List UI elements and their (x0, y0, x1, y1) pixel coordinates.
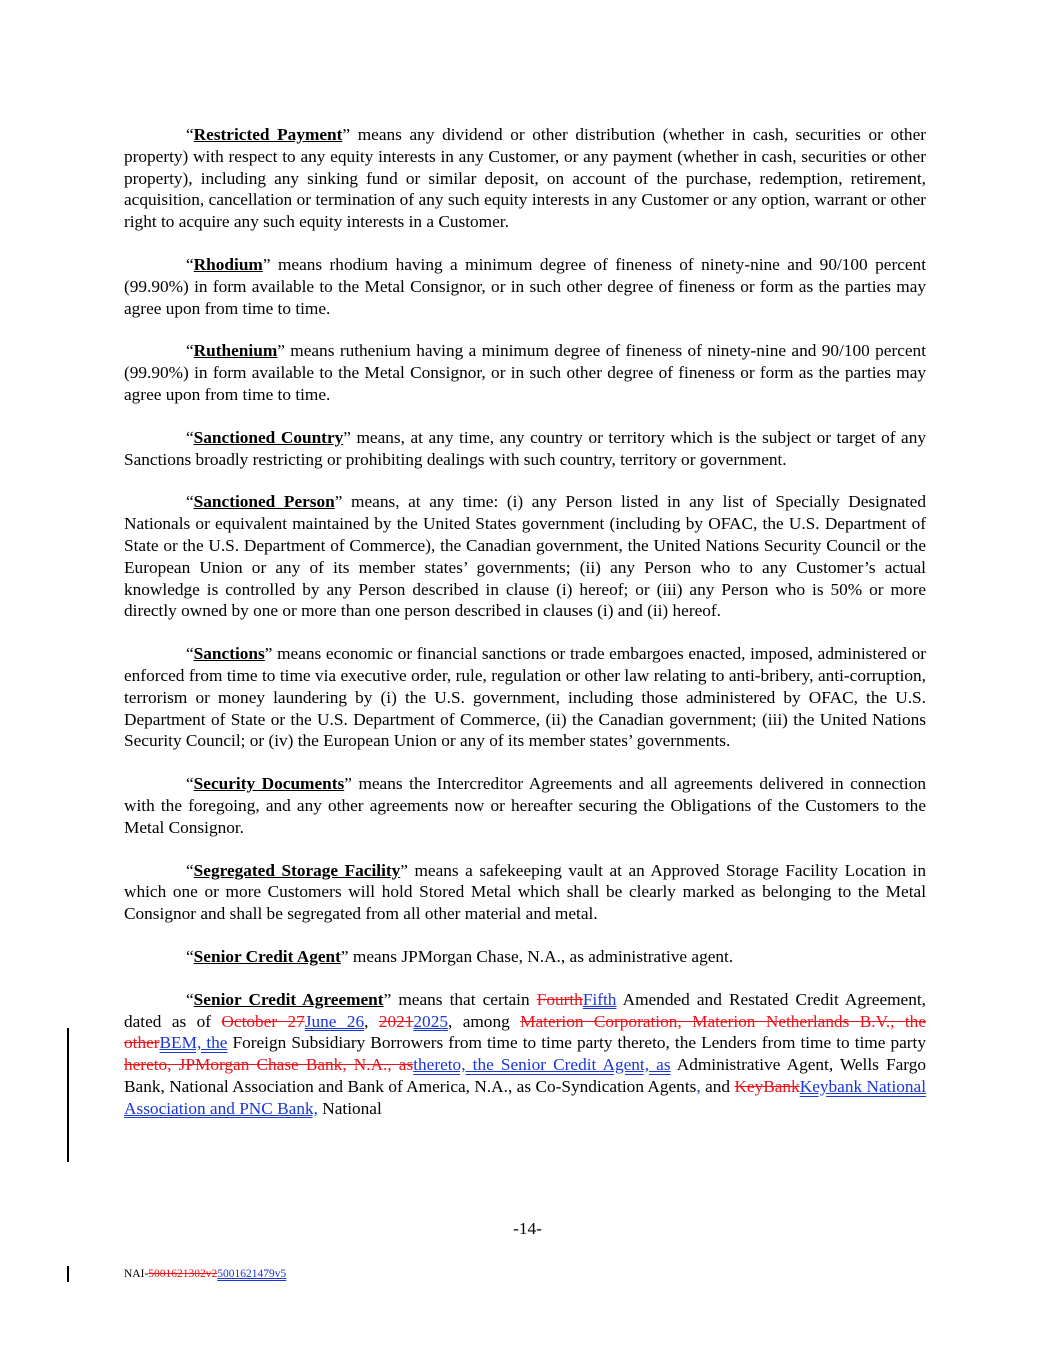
defined-term: Sanctioned Country (193, 427, 344, 447)
inserted-text: 2025 (413, 1011, 448, 1031)
document-body (124, 124, 926, 1140)
defined-term: Sanctions (193, 644, 265, 664)
text-segment: Administrative Agent, Wells Fargo Bank, National Association and Bank of America, N.A., as Co-Syndication Agents (124, 1055, 927, 1096)
deleted-text: October 27 (221, 1011, 305, 1031)
definition-senior-credit-agent: “Senior Credit Agent” means JPMorgan Chase, N.A., as administrative agent. (186, 946, 734, 966)
definition-segregated-storage-facility: “Segregated Storage Facility” means a safekeeping vault at an Approved Storage Facility Location in which one or more Customers will hold Stored Metal which shall be clearly marked as belonging to the Metal Consignor and shall be segregated from all other material and metal. (124, 860, 926, 924)
deleted-text: hereto, JPMorgan Chase Bank, N.A., as (124, 1055, 414, 1075)
defined-term: Security Documents (193, 774, 345, 794)
inserted-text: thereto, the Senior Credit Agent, as (413, 1055, 671, 1075)
definition-text: means any dividend or other distribution (whether in cash, securities or other property) with respect to any equity interests in any Customer, or any payment (whether in cash, securities or other property), including any sinking fund or similar deposit, on account of the purchase, redemption, retirement, acquisition, cancellation or termination of any such equity interests in any Customer or any option, warrant or other right to acquire any such equity interests in a Customer. (124, 125, 926, 232)
text-segment: National (317, 1098, 382, 1118)
text-segment: , (364, 1011, 379, 1031)
definition-sanctioned-country: “Sanctioned Country” means, at any time, any country or territory which is the subject or target of any Sanctions broadly restricting or prohibiting dealings with such country, territory or government. (124, 427, 926, 469)
definition-text: means a safekeeping vault at an Approved Storage Facility Location in which one or more Customers will hold Stored Metal which shall be clearly marked as belonging to the Metal Consignor and shall be segregated from all other material and metal. (124, 860, 926, 924)
definition-text: means, at any time: (i) any Person listed in any list of Specially Designated Nationals or equivalent maintained by the United States government (including by OFAC, the U.S. Department of State or the U.S. Department of Commerce), the Canadian government, the United Nations Security Council or the European Union or any of its member states’ governments; (ii) any Person who to any Customer’s actual knowledge is controlled by any Person described in clause (i) hereof; or (iii) any Person who is 50% or more directly owned by one or more than one person described in clauses (i) and (ii) hereof. (124, 492, 926, 621)
defined-term: Rhodium (193, 254, 263, 274)
text-segment: means that certain (391, 989, 537, 1009)
definition-sanctioned-person: “Sanctioned Person” means, at any time: (i) any Person listed in any list of Specially Designated Nationals or equivalent maintained by the United States government (including by OFAC, the U.S. Department of State or the U.S. Department of Commerce), the Canadian government, the United Nations Security Council or the European Union or any of its member states’ governments; (ii) any Person who to any Customer’s actual knowledge is controlled by any Person described in clause (i) hereof; or (iii) any Person who is 50% or more directly owned by one or more than one person described in clauses (i) and (ii) hereof. (124, 492, 926, 621)
definition-security-documents: “Security Documents” means the Intercreditor Agreements and all agreements delivered in connection with the foregoing, and any other agreements now or hereafter securing the Obligations of the Customers to the Metal Consignor. (124, 774, 926, 837)
defined-term: Ruthenium (193, 341, 278, 361)
definition-text: means economic or financial sanctions or trade embargoes enacted, imposed, administered or enforced from time to time via executive order, rule, regulation or other law relating to anti-bribery, anti-corruption, terrorism or money laundering by (i) the U.S. government, including those administered by OFAC, the U.S. Department of State or the U.S. Department of Commerce, (ii) the Canadian government; (iii) the United Nations Security Council; or (iv) the European Union or any of its member states’ governments. (124, 644, 926, 751)
definition-text: means the Intercreditor Agreements and all agreements delivered in connection with the foregoing, and any other agreements now or hereafter securing the Obligations of the Customers to the Metal Consignor. (124, 774, 926, 837)
definition-text: means rhodium having a minimum degree of fineness of ninety-nine and 90/100 percent (99.90%) in form available to the Metal Consignor, or in such other degree of fineness or form as the parties may agree upon from time to time. (124, 254, 926, 318)
deleted-text: KeyBank (734, 1076, 800, 1096)
document-id-footer (124, 1268, 286, 1280)
defined-term: Restricted Payment (193, 125, 343, 144)
definition-sanctions: “Sanctions” means economic or financial sanctions or trade embargoes enacted, imposed, administered or enforced from time to time via executive order, rule, regulation or other law relating to anti-bribery, anti-corruption, terrorism or money laundering by (i) the U.S. government, including those administered by OFAC, the U.S. Department of State or the U.S. Department of Commerce, (ii) the Canadian government; (iii) the United Nations Security Council; or (iv) the European Union or any of its member states’ governments. (124, 644, 926, 751)
text-segment: , among (447, 1011, 521, 1031)
page-number: -14- (513, 1219, 542, 1238)
footer-change-bar (67, 1266, 69, 1282)
inserted-text: Fifth (582, 989, 617, 1009)
deleted-text: 2021 (378, 1011, 414, 1031)
definition-text: means, at any time, any country or territory which is the subject or target of any Sanctions broadly restricting or prohibiting dealings with such country, territory or government. (124, 427, 926, 469)
definition-rhodium: “Rhodium” means rhodium having a minimum degree of fineness of ninety-nine and 90/100 percent (99.90%) in form available to the Metal Consignor, or in such other degree of fineness or form as the parties may agree upon from time to time. (124, 254, 926, 318)
text-segment: Foreign Subsidiary Borrowers from time to time party thereto, the Lenders from time to time party (227, 1033, 926, 1053)
inserted-text: June 26 (304, 1011, 365, 1031)
footer-prefix: NAI- (124, 1268, 149, 1280)
inserted-text: , (696, 1076, 701, 1096)
inserted-text: BEM, the (159, 1033, 228, 1053)
deleted-doc-id: 5001621302v2 (148, 1268, 218, 1280)
defined-term: Senior Credit Agent (193, 946, 341, 966)
definition-text: means ruthenium having a minimum degree of fineness of ninety-nine and 90/100 percent (99.90%) in form available to the Metal Consignor, or in such other degree of fineness or form as the parties may agree upon from time to time. (124, 341, 926, 404)
deleted-text: Fourth (536, 989, 583, 1009)
definition-ruthenium: “Ruthenium” means ruthenium having a minimum degree of fineness of ninety-nine and 90/100 percent (99.90%) in form available to the Metal Consignor, or in such other degree of fineness or form as the parties may agree upon from time to time. (124, 341, 926, 404)
definition-restricted-payment: “Restricted Payment” means any dividend or other distribution (whether in cash, securities or other property) with respect to any equity interests in any Customer, or any payment (whether in cash, securities or other property), including any sinking fund or similar deposit, on account of the purchase, redemption, retirement, acquisition, cancellation or termination of any such equity interests in any Customer or any option, warrant or other right to acquire any such equity interests in a Customer. (124, 125, 926, 232)
defined-term: Segregated Storage Facility (193, 860, 401, 880)
definition-senior-credit-agreement: “Senior Credit Agreement” means that certain FourthFifth Amended and Restated Credit Agreement, dated as of October 27June 26, 20212025, among Materion Corporation, Materion Netherlands B.V., the otherBEM, the Foreign Subsidiary Borrowers from time to time party thereto, the Lenders from time to time party hereto, JPMorgan Chase Bank, N.A., asthereto, the Senior Credit Agent, as Administrative Agent, Wells Fargo Bank, National Association and Bank of America, N.A., as Co-Syndication Agents, and KeyBankKeybank National Association and PNC Bank, National (124, 989, 927, 1118)
inserted-doc-id: 5001621479v5 (217, 1268, 287, 1280)
definition-text: means JPMorgan Chase, N.A., as administrative agent. (348, 946, 734, 966)
text-segment: and (700, 1076, 735, 1096)
defined-term: Sanctioned Person (193, 492, 335, 512)
deleted-text: Materion Corporation, Materion Netherlands B.V., the other (124, 1011, 926, 1053)
inserted-text: Keybank National Association and PNC Bank, (124, 1076, 926, 1118)
change-bar (67, 1028, 69, 1162)
text-segment: Amended and Restated Credit Agreement, dated as of (124, 989, 926, 1031)
defined-term: Senior Credit Agreement (193, 989, 384, 1009)
